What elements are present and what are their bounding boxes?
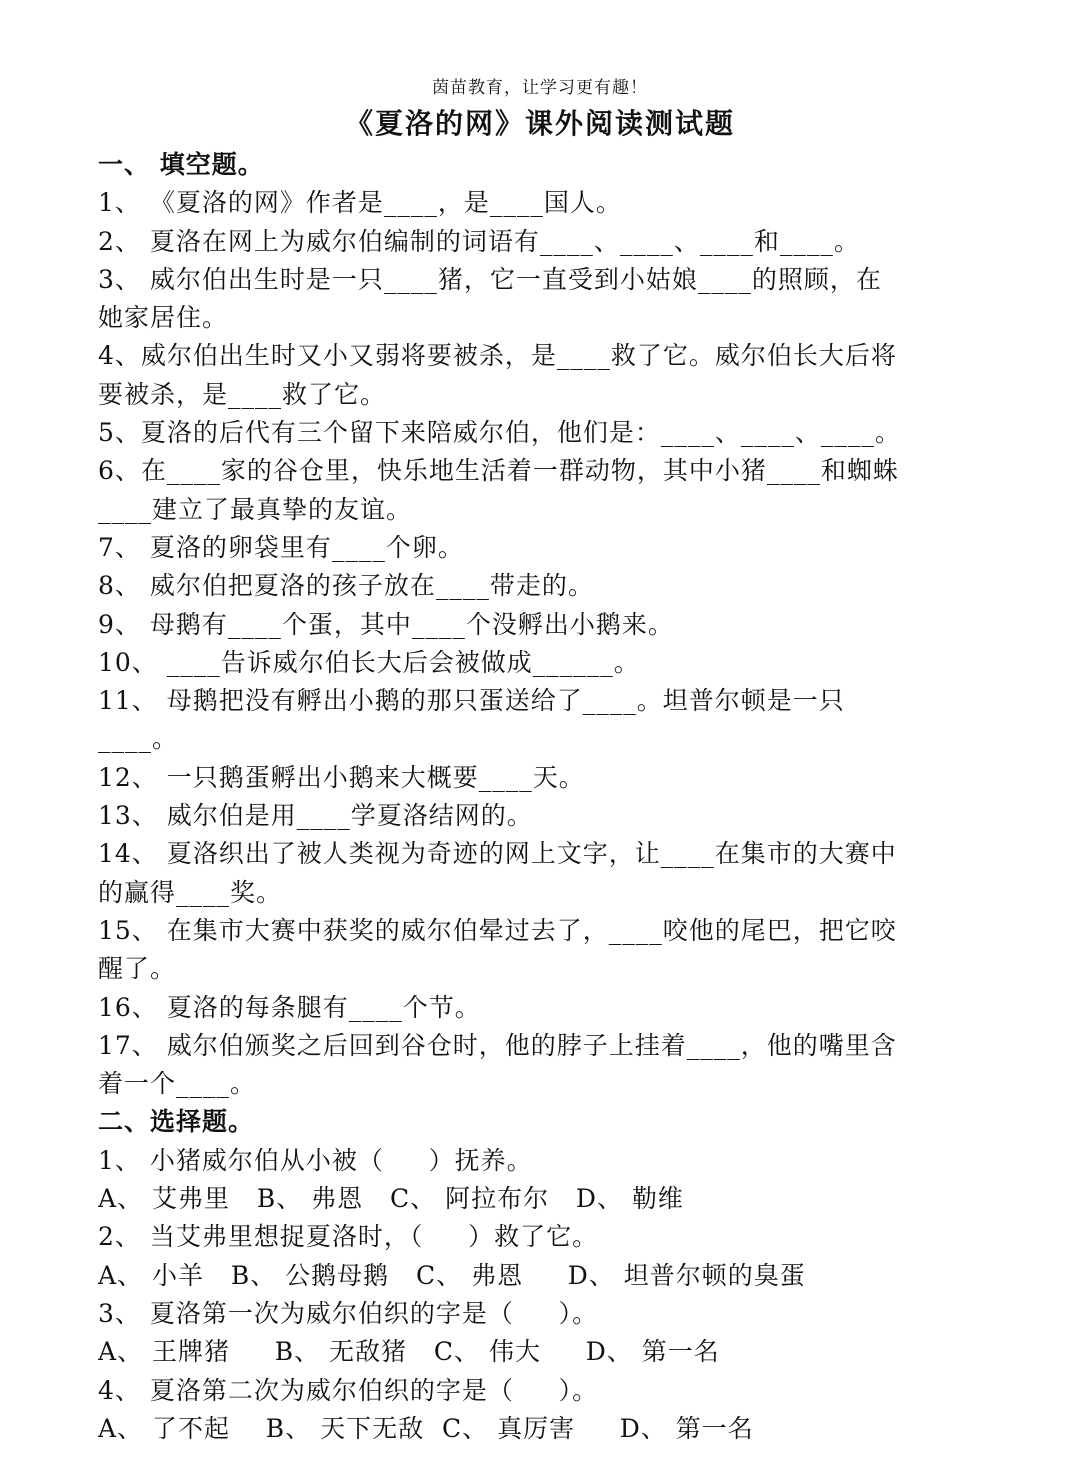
question-line: 2、 夏洛在网上为威尔伯编制的词语有____、____、____和____。	[98, 226, 860, 256]
question-line: A、 了不起 B、 天下无敌 C、 真厉害 D、 第一名	[98, 1413, 754, 1443]
question-line: 3、 夏洛第一次为威尔伯织的字是（ ）。	[98, 1298, 599, 1328]
question-line: 17、 威尔伯颁奖之后回到谷仓时，他的脖子上挂着____，他的嘴里含	[98, 1030, 897, 1060]
question-line: A、 小羊 B、 公鹅母鹅 C、 弗恩 D、 坦普尔顿的臭蛋	[98, 1260, 806, 1290]
question-line: 她家居住。	[98, 303, 229, 333]
question-line: 1、 小猪威尔伯从小被（ ）抚养。	[98, 1145, 533, 1175]
question-line: 16、 夏洛的每条腿有____个节。	[98, 992, 481, 1022]
question-line: 着一个____。	[98, 1069, 257, 1099]
header-note: 茵苗教育，让学习更有趣！	[432, 78, 648, 98]
question-line: 3、 威尔伯出生时是一只____猪，它一直受到小姑娘____的照顾，在	[98, 264, 882, 294]
question-line: 12、 一只鹅蛋孵出小鹅来大概要____天。	[98, 762, 585, 792]
question-line: 11、 母鹅把没有孵出小鹅的那只蛋送给了____。坦普尔顿是一只	[98, 686, 845, 716]
section-heading: 二、选择题。	[98, 1107, 255, 1137]
question-line: 要被杀，是____救了它。	[98, 379, 387, 409]
question-line: 7、 夏洛的卵袋里有____个卵。	[98, 532, 464, 562]
question-line: 4、 夏洛第二次为威尔伯织的字是（ ）。	[98, 1375, 599, 1405]
question-line: ____建立了最真挚的友谊。	[98, 494, 413, 524]
question-line: 4、威尔伯出生时又小又弱将要被杀，是____救了它。威尔伯长大后将	[98, 341, 897, 371]
question-line: A、 艾弗里 B、 弗恩 C、 阿拉布尔 D、 勒维	[98, 1184, 684, 1214]
section-heading: 一、 填空题。	[98, 150, 264, 179]
question-line: 14、 夏洛织出了被人类视为奇迹的网上文字，让____在集市的大赛中	[98, 839, 897, 869]
question-line: 的赢得____奖。	[98, 877, 283, 907]
question-line: 9、 母鹅有____个蛋，其中____个没孵出小鹅来。	[98, 609, 674, 639]
question-line: 醒了。	[98, 954, 177, 984]
question-line: 15、 在集市大赛中获奖的威尔伯晕过去了，____咬他的尾巴，把它咬	[98, 915, 897, 945]
question-line: 2、 当艾弗里想捉夏洛时，（ ）救了它。	[98, 1222, 599, 1252]
page-title: 《夏洛的网》课外阅读测试题	[344, 107, 735, 140]
question-line: ____。	[98, 724, 179, 754]
question-line: A、 王牌猪 B、 无敌猪 C、 伟大 D、 第一名	[98, 1337, 720, 1367]
question-line: 13、 威尔伯是用____学夏洛结网的。	[98, 801, 533, 831]
question-line: 10、 ____告诉威尔伯长大后会被做成______。	[98, 647, 640, 677]
question-line: 6、在____家的谷仓里，快乐地生活着一群动物，其中小猪____和蜘蛛	[98, 456, 899, 486]
question-line: 5、夏洛的后代有三个留下来陪威尔伯，他们是：____、____、____。	[98, 418, 901, 448]
question-list	[98, 146, 998, 1448]
question-line: 1、 《夏洛的网》作者是____，是____国人。	[98, 188, 622, 218]
question-line: 8、 威尔伯把夏洛的孩子放在____带走的。	[98, 571, 594, 601]
